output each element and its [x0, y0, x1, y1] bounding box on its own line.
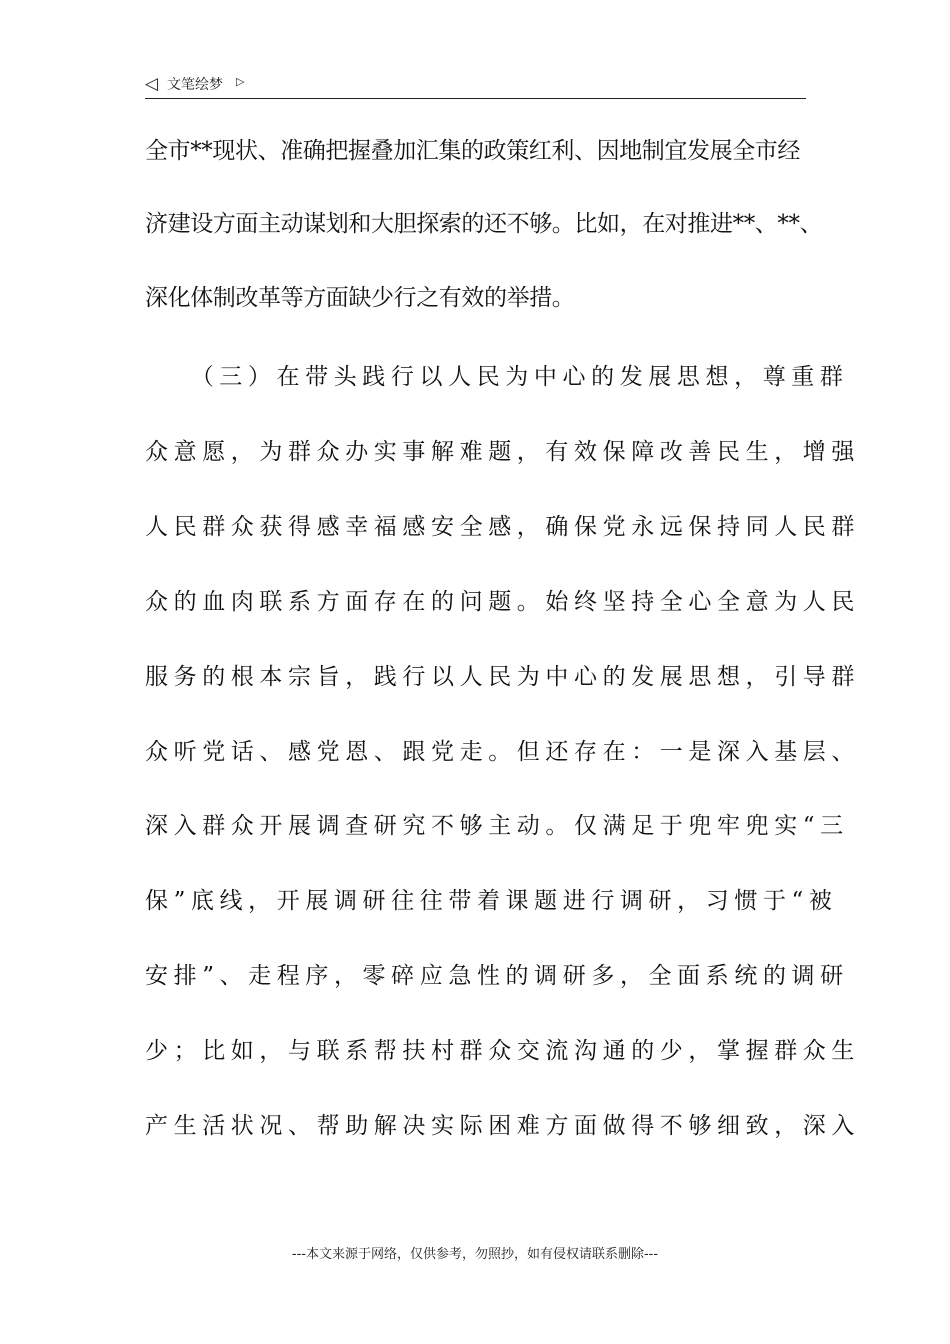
footer-disclaimer: ---本文来源于网络，仅供参考，勿照抄，如有侵权请联系删除---	[291, 1247, 659, 1262]
page-header	[145, 74, 806, 99]
body-line: 服务的根本宗旨，践行以人民为中心的发展思想，引导群	[145, 664, 860, 690]
body-line: 深化体制改革等方面缺少行之有效的举措。	[145, 285, 575, 311]
body-line: 少；比如，与联系帮扶村群众交流沟通的少，掌握群众生	[145, 1038, 860, 1064]
body-line: 人民群众获得感幸福感安全感，确保党永远保持同人民群	[145, 514, 860, 540]
triangle-right-icon: ▷	[236, 75, 245, 88]
body-line: 济建设方面主动谋划和大胆探索的还不够。比如，在对推进**、**、	[145, 211, 823, 237]
body-line: 安排”、走程序，零碎应急性的调研多，全面系统的调研	[145, 963, 849, 989]
body-line: 众的血肉联系方面存在的问题。始终坚持全心全意为人民	[145, 589, 860, 615]
body-line: 产生活状况、帮助解决实际困难方面做得不够细致，深入	[145, 1113, 860, 1139]
body-line: 深入群众开展调查研究不够主动。仅满足于兜牢兜实“三	[145, 813, 849, 839]
body-line: 众意愿，为群众办实事解难题，有效保障改善民生，增强	[145, 439, 860, 465]
header-title: 文笔绘梦	[167, 77, 223, 93]
triangle-left-icon: ◁	[145, 74, 159, 94]
body-line: 全市**现状、准确把握叠加汇集的政策红利、因地制宜发展全市经	[145, 138, 801, 164]
section-heading-line: （三）在带头践行以人民为中心的发展思想，尊重群	[145, 364, 849, 390]
body-line: 保”底线，开展调研往往带着课题进行调研，习惯于“被	[145, 888, 838, 914]
body-line: 众听党话、感党恩、跟党走。但还存在：一是深入基层、	[145, 739, 860, 765]
